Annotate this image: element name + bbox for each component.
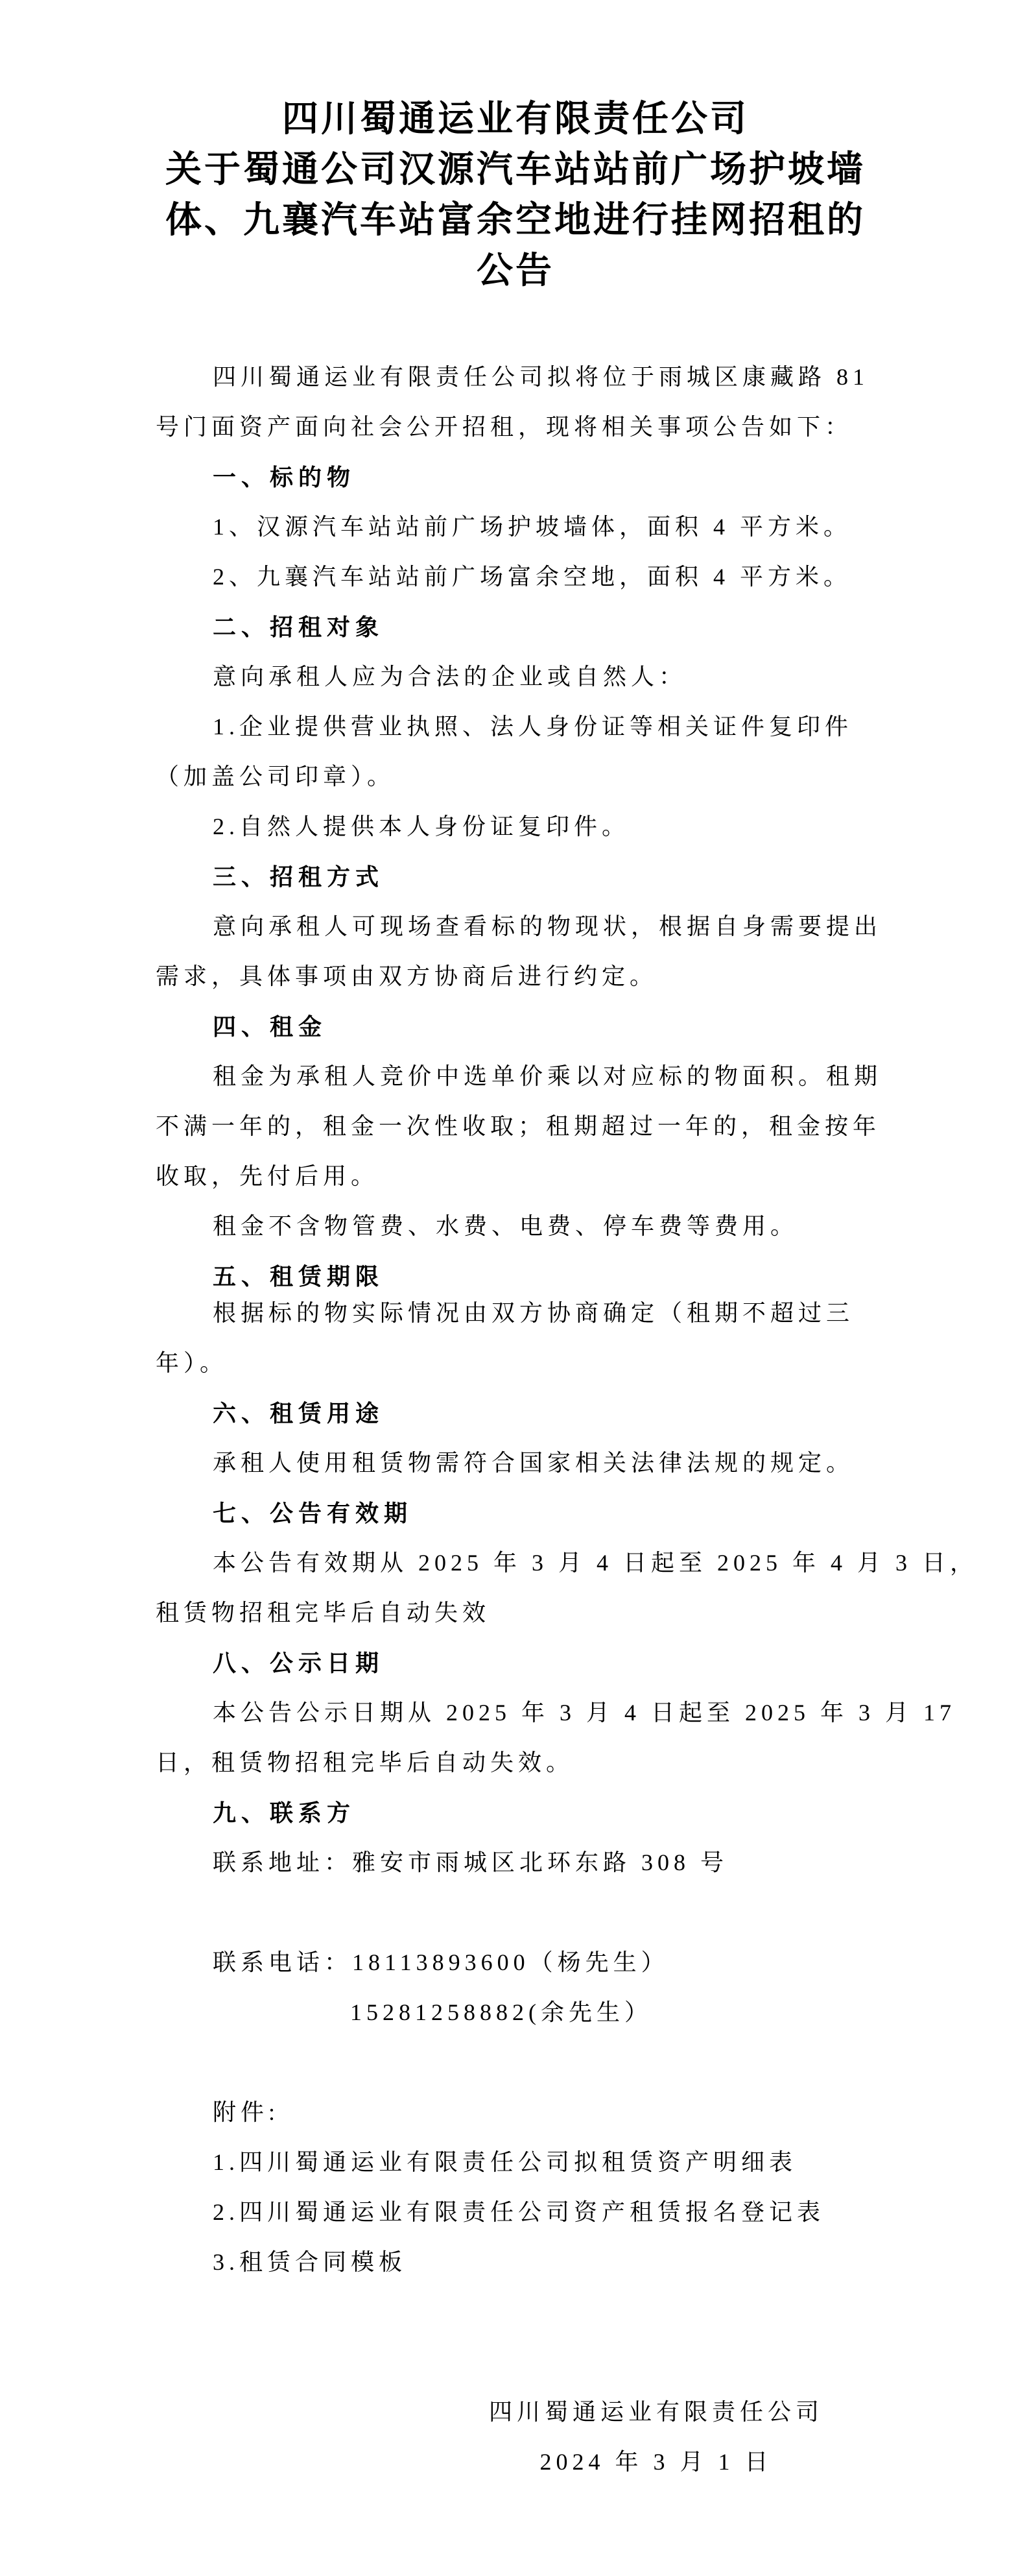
signature-date: 2024 年 3 月 1 日 [539, 2449, 773, 2475]
blank-line [156, 2287, 875, 2337]
section-heading: 二、招租对象 [213, 614, 384, 640]
body-line: 意向承租人应为合法的企业或自然人： [213, 664, 687, 690]
body-line: 联系地址：雅安市雨城区北环东路 308 号 [213, 1849, 729, 1875]
body-line: 需求，具体事项由双方协商后进行约定。 [156, 963, 658, 989]
document-body [156, 352, 978, 2387]
body-line: 根据标的物实际情况由双方协商确定（租期不超过三 [213, 1300, 855, 1326]
body-line: 2.四川蜀通运业有限责任公司资产租赁报名登记表 [213, 2199, 825, 2225]
body-line: 租金不含物管费、水费、电费、停车费等费用。 [213, 1213, 799, 1239]
body-line: 不满一年的，租金一次性收取；租期超过一年的，租金按年 [156, 1113, 881, 1139]
blank-line [156, 2038, 875, 2088]
document-title-line: 体、九襄汽车站富余空地进行挂网招租的 [165, 200, 866, 241]
blank-line [156, 2337, 875, 2387]
section-heading: 七、公告有效期 [213, 1500, 413, 1526]
body-line: 2、九襄汽车站站前广场富余空地，面积 4 平方米。 [213, 564, 852, 590]
body-line: 联系电话：18113893600（杨先生） [213, 1949, 669, 1975]
document-title [156, 94, 875, 296]
body-line: 3.租赁合同模板 [213, 2249, 407, 2275]
body-line: 本公告公示日期从 2025 年 3 月 4 日起至 2025 年 3 月 17 [213, 1700, 956, 1726]
section-heading: 四、租金 [213, 1013, 327, 1040]
section-heading: 九、联系方 [213, 1800, 356, 1826]
document-title-line: 关于蜀通公司汉源汽车站站前广场护坡墙 [165, 150, 866, 190]
body-line: 1、汉源汽车站站前广场护坡墙体，面积 4 平方米。 [213, 514, 852, 540]
body-line: 号门面资产面向社会公开招租，现将相关事项公告如下： [156, 414, 853, 440]
body-line: 附件: [213, 2099, 280, 2125]
body-line: 日，租赁物招租完毕后自动失效。 [156, 1750, 574, 1776]
section-heading: 五、租赁期限 [213, 1263, 384, 1290]
body-line: 四川蜀通运业有限责任公司拟将位于雨城区康藏路 81 [213, 364, 869, 390]
section-heading: 三、招租方式 [213, 863, 384, 890]
body-line: 意向承租人可现场查看标的物现状，根据自身需要提出 [213, 913, 882, 939]
document-title-line: 公告 [477, 251, 554, 291]
body-line: 年）。 [156, 1350, 228, 1376]
section-heading: 六、租赁用途 [213, 1400, 384, 1426]
body-line: 1.企业提供营业执照、法人身份证等相关证件复印件 [213, 714, 853, 740]
body-line: 2.自然人提供本人身份证复印件。 [213, 813, 630, 839]
body-line: 15281258882(余先生） [350, 1999, 652, 2025]
body-line: 租金为承租人竞价中选单价乘以对应标的物面积。租期 [213, 1063, 882, 1089]
body-line: 承租人使用租赁物需符合国家相关法律法规的规定。 [213, 1450, 855, 1476]
signature-company: 四川蜀通运业有限责任公司 [488, 2399, 823, 2425]
body-line: （加盖公司印章）。 [156, 764, 396, 789]
body-line: 租赁物招租完毕后自动失效 [156, 1600, 491, 1626]
section-heading: 八、公示日期 [213, 1650, 384, 1676]
body-line: 收取，先付后用。 [156, 1163, 379, 1189]
blank-line [156, 1888, 875, 1938]
section-heading: 一、标的物 [213, 464, 356, 490]
signature-block [489, 2387, 823, 2487]
document-title-line: 四川蜀通运业有限责任公司 [282, 99, 749, 139]
body-line: 1.四川蜀通运业有限责任公司拟租赁资产明细表 [213, 2149, 798, 2175]
body-line: 本公告有效期从 2025 年 3 月 4 日起至 2025 年 4 月 3 日， [213, 1550, 978, 1576]
